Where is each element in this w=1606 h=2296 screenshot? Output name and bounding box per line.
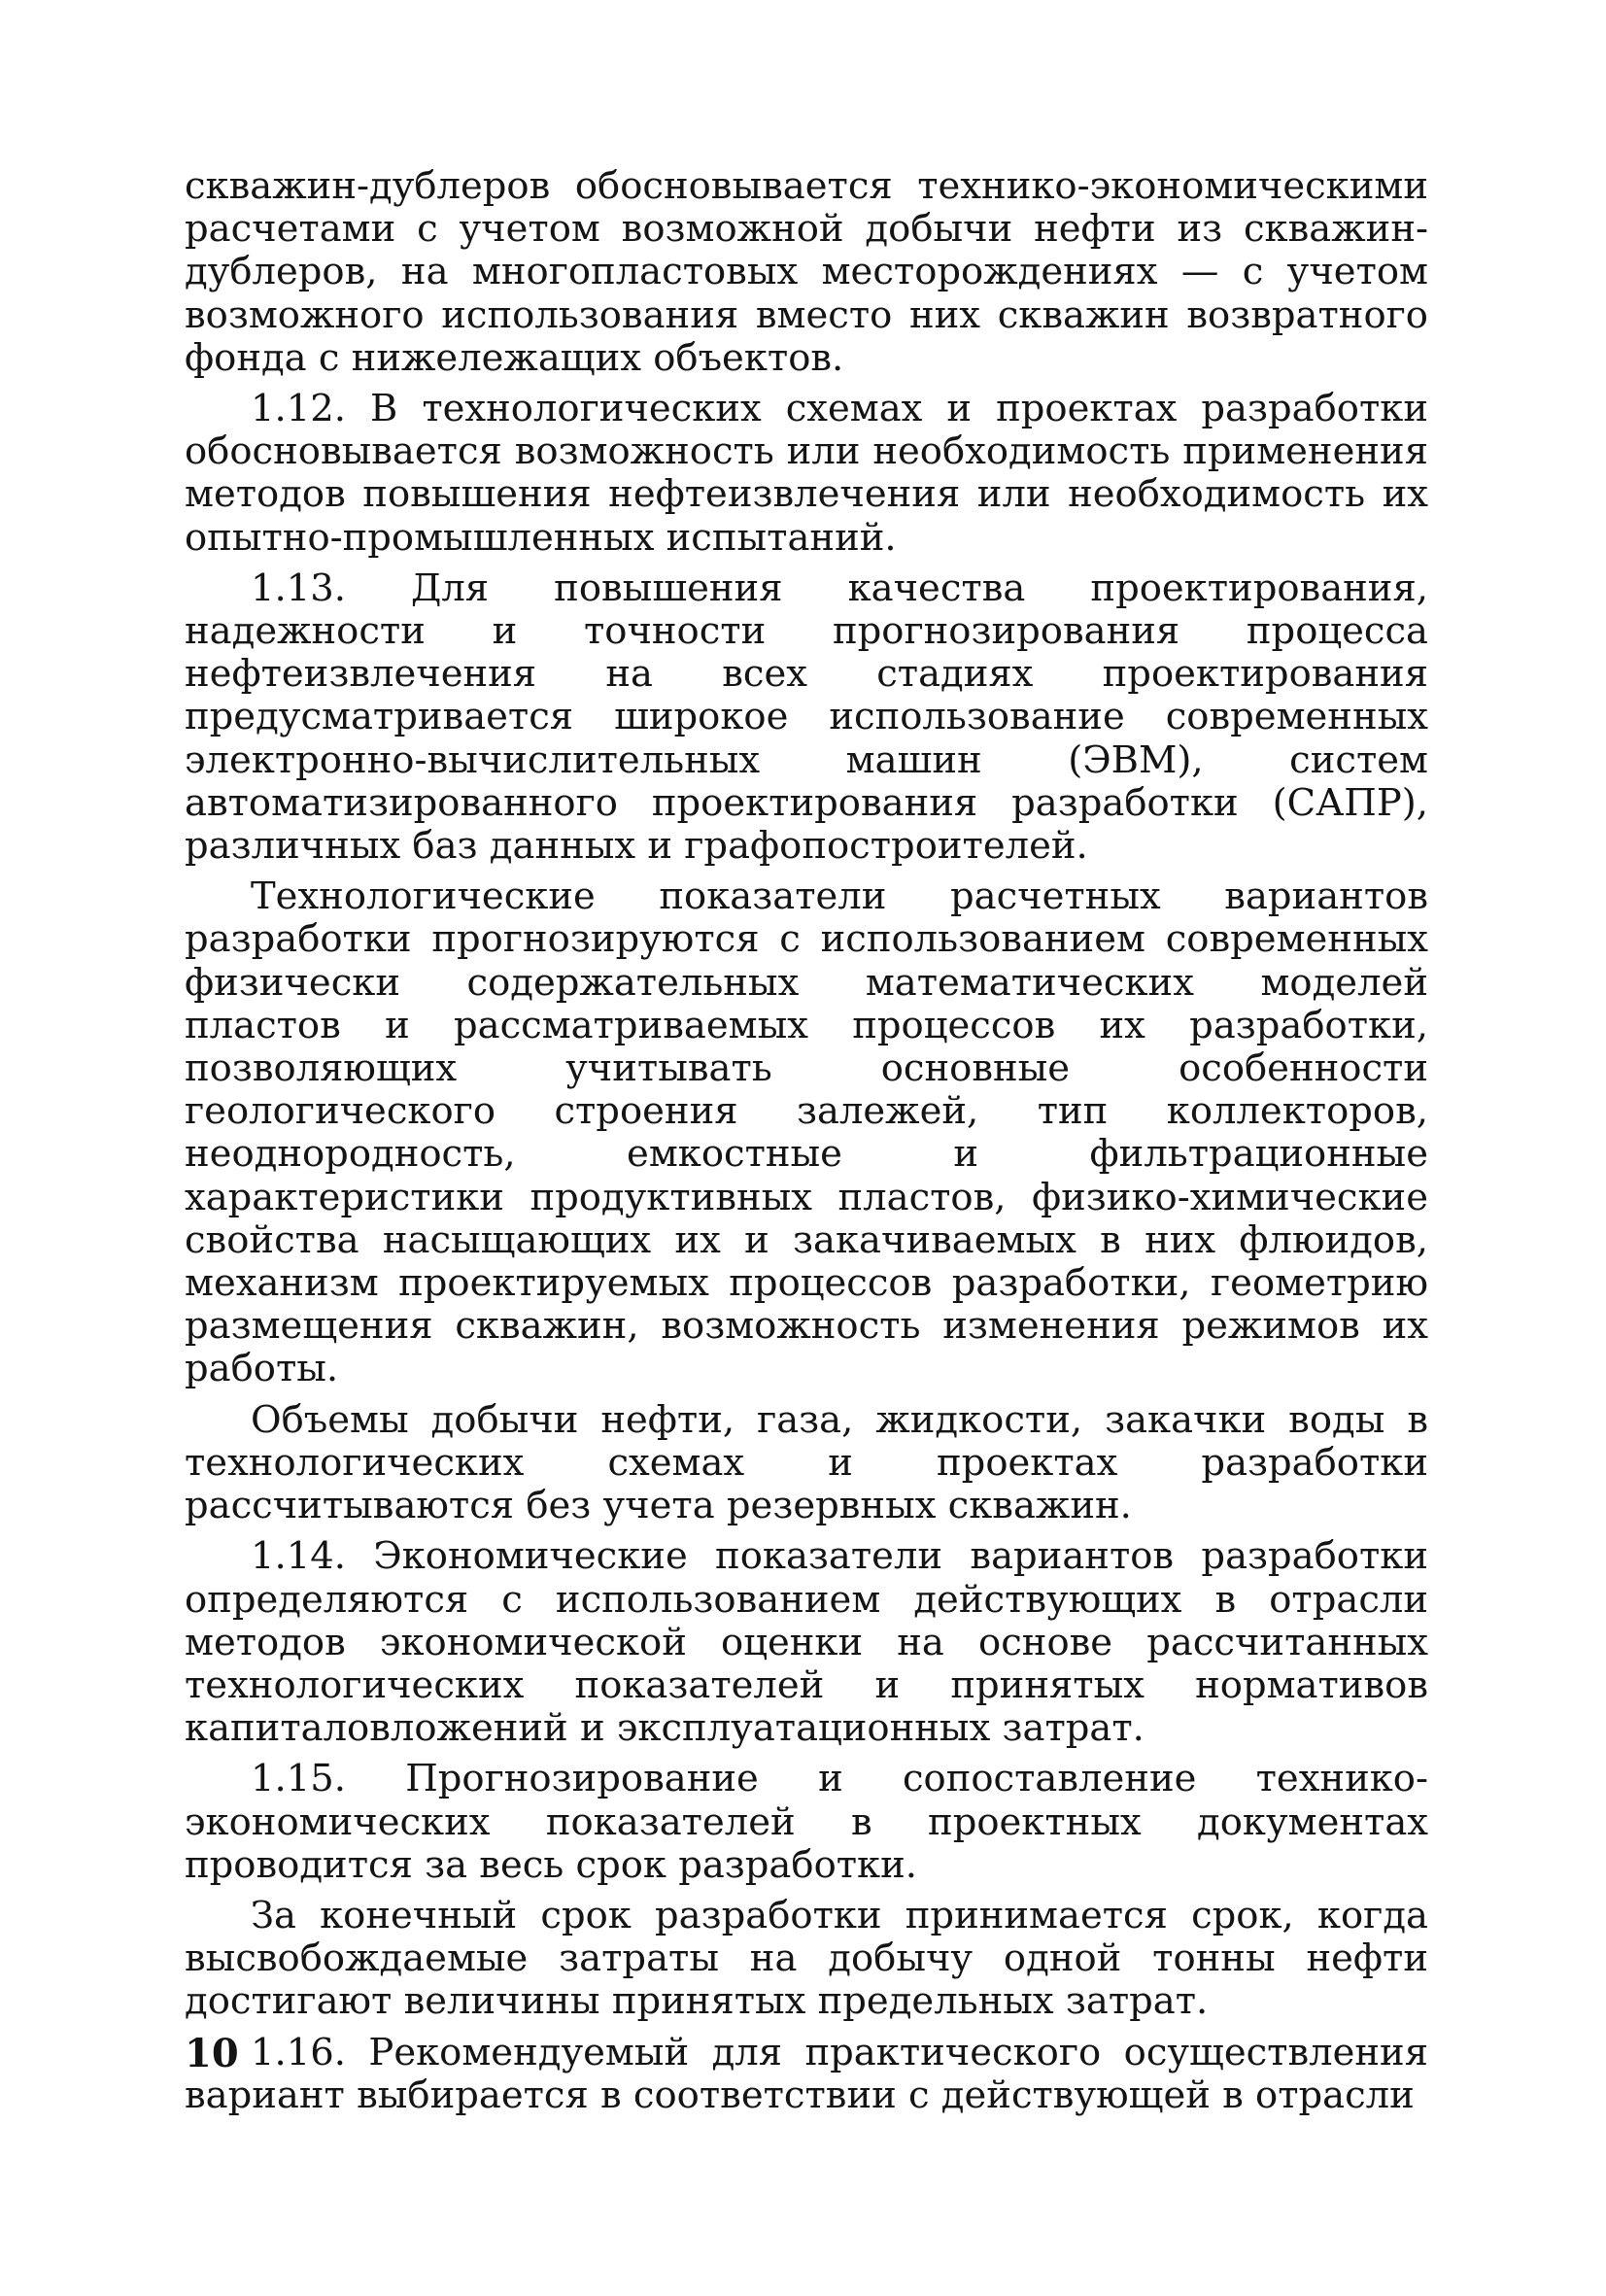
paragraph-production-volumes: Объемы добычи нефти, газа, жидкости, закачки воды в технологических схемах и проектах разработки рассчитываются без учета резервных скважин. <box>185 1397 1428 1528</box>
page-number: 10 <box>185 2031 239 2076</box>
paragraph-1-14: 1.14. Экономические показатели вариантов разработки определяются с использованием действующих в отрасли методов экономической оценки на основе рассчитанных технологических показателей и принятых нормативов капиталовложений и эксплуатационных затрат. <box>185 1534 1428 1751</box>
paragraph-tech-indicators: Технологические показатели расчетных вариантов разработки прогнозируются с использованием современных физически содержательных математических моделей пластов и рассматриваемых процессов их разработки, позволяющих учитывать основные особенности геологического строения залежей, тип коллекторов, неоднородность, емкостные и фильтрационные характеристики продуктивных пластов, физико-химические свойства насыщающих их и закачиваемых в них флюидов, механизм проектируемых процессов разработки, геометрию размещения скважин, возможность изменения режимов их работы. <box>185 874 1428 1391</box>
paragraph-1-15: 1.15. Прогнозирование и сопоставление технико-экономических показателей в проектных документах проводится за весь срок разработки. <box>185 1757 1428 1887</box>
paragraph-1-13: 1.13. Для повышения качества проектирования, надежности и точности прогнозирования процесса нефтеизвлечения на всех стадиях проектирования предусматривается широкое использование современных электронно-вычислительных машин (ЭВМ), систем автоматизированного проектирования разработки (САПР), различных баз данных и графопостроителей. <box>185 565 1428 869</box>
paragraph-final-term: За конечный срок разработки принимается срок, когда высвобождаемые затраты на добычу одной тонны нефти достигают величины принятых предельных затрат. <box>185 1893 1428 2024</box>
paragraph-1-12: 1.12. В технологических схемах и проектах разработки обосновывается возможность или необходимость применения методов повышения нефтеизвлечения или необходимость их опытно-промышленных испытаний. <box>185 387 1428 560</box>
body-text <box>185 165 1428 2125</box>
paragraph-continuation: скважин-дублеров обосновывается технико-экономическими расчетами с учетом возможной добычи нефти из скважин-дублеров, на многопластовых месторождениях — с учетом возможного использования вместо них скважин возвратного фонда с нижележащих объектов. <box>185 164 1428 380</box>
paragraph-1-16: 1.16. Рекомендуемый для практического осуществления вариант выбирается в соответствии с действующей в отрасли <box>185 2030 1428 2117</box>
